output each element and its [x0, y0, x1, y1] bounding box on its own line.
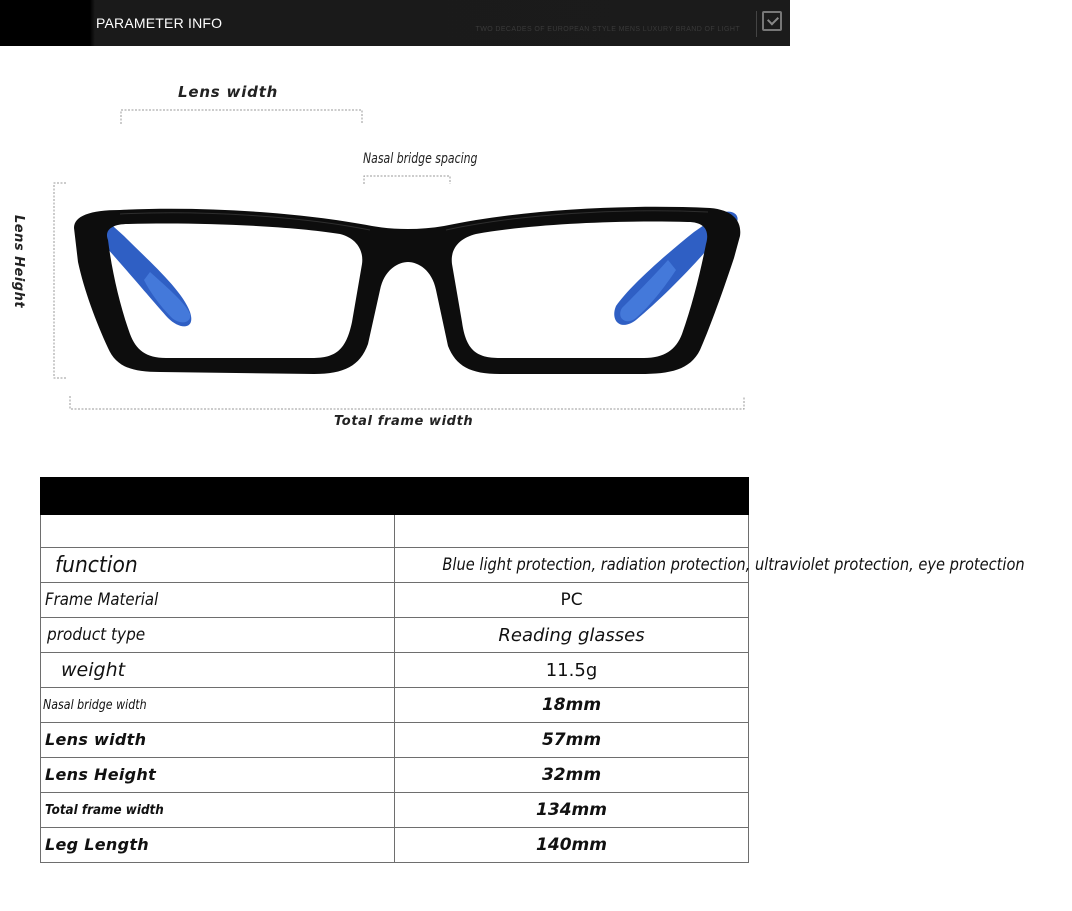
spec-table-blank-row [41, 515, 749, 548]
spec-label: function [55, 552, 138, 578]
nasal-bridge-spacing-label: Nasal bridge spacing [363, 151, 478, 167]
brand-tagline: TWO DECADES OF EUROPEAN STYLE MENS LUXURY BRAND OF LIGHT [475, 26, 740, 33]
lens-width-dimension-line [121, 110, 362, 124]
table-row [41, 793, 749, 828]
table-row [41, 548, 749, 583]
spec-label: Total frame width [45, 803, 164, 818]
table-row [41, 828, 749, 863]
spec-value: 57mm [541, 730, 602, 750]
brand-logo-icon [756, 11, 783, 37]
glasses-illustration [0, 46, 790, 466]
spec-label: Lens Height [45, 765, 157, 784]
spec-label: Nasal bridge width [43, 698, 147, 713]
lens-height-label: Lens Height [11, 215, 26, 309]
spec-value: 134mm [536, 800, 607, 820]
spec-value: 18mm [541, 695, 602, 715]
spec-label: Lens width [45, 730, 147, 749]
nasal-bridge-dimension-line [364, 176, 450, 184]
table-row [41, 688, 749, 723]
table-row [41, 653, 749, 688]
lens-height-dimension-line [54, 183, 66, 378]
table-row [41, 618, 749, 653]
spec-value: 11.5g [545, 659, 598, 681]
table-row [41, 758, 749, 793]
table-row [41, 583, 749, 618]
spec-value: Blue light protection, radiation protection, ultraviolet protection, eye protection [442, 555, 1025, 575]
spec-value: 32mm [541, 765, 602, 785]
lens-width-label: Lens width [178, 83, 279, 101]
spec-table-header [41, 478, 749, 515]
spec-label: product type [47, 625, 146, 645]
spec-label: Frame Material [45, 590, 159, 610]
table-row [41, 723, 749, 758]
spec-value: PC [560, 590, 583, 610]
spec-value: 140mm [536, 835, 607, 855]
total-width-dimension-line [70, 396, 744, 409]
spec-label: weight [61, 659, 126, 681]
total-frame-width-label: Total frame width [334, 414, 474, 429]
page-title: PARAMETER INFO [96, 15, 223, 31]
spec-value: Reading glasses [498, 624, 645, 646]
spec-label: Leg Length [45, 835, 149, 854]
spec-table [40, 477, 1025, 863]
header-bar [0, 0, 790, 46]
